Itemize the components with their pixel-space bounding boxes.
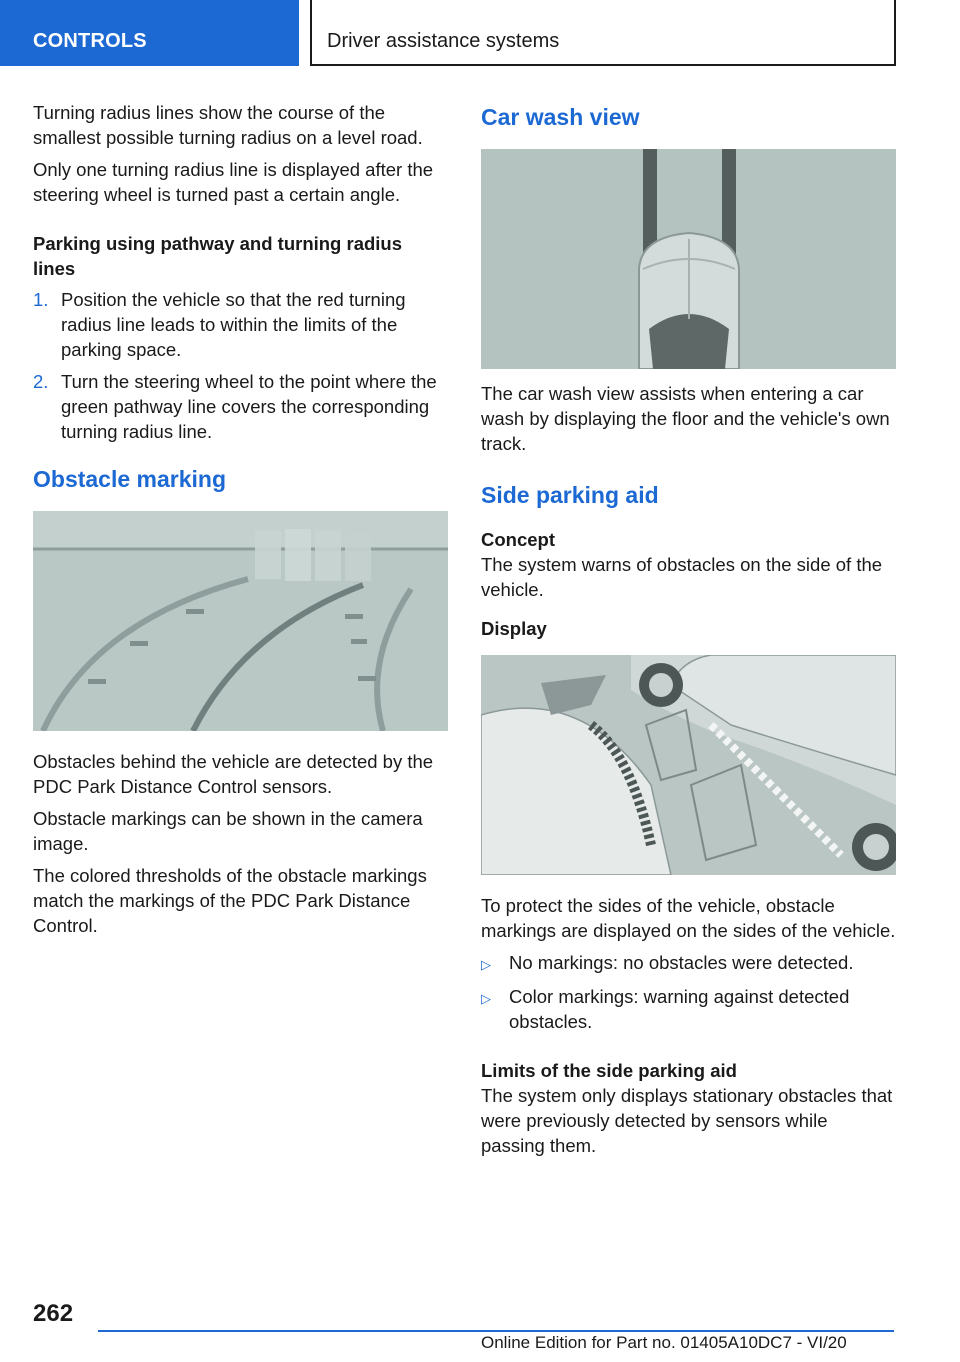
subheading: Parking using pathway and turning radius lines [33,233,403,279]
paragraph: Turning radius lines show the course of the smallest possible turning radius on a level road. [33,102,423,148]
paragraph: Obstacles behind the vehicle are detected by the PDC Park Distance Control sensors. [33,751,434,797]
step-text: Turn the steering wheel to the point where the green pathway line covers the corresponding turning radius line. [61,371,437,442]
bullet-list [481,950,896,1034]
list-item [481,950,896,977]
triangle-bullet-icon: ▷ [481,991,491,1006]
subheading: Limits of the side parking aid [481,1060,737,1081]
paragraph: The car wash view assists when entering a car wash by displaying the floor and the vehicle's own track. [481,383,890,454]
section-heading: Car wash view [481,104,640,130]
right-column [481,100,896,1165]
side-parking-display-image [481,655,896,875]
paragraph: To protect the sides of the vehicle, obstacle markings are displayed on the sides of the vehicle. [481,895,896,941]
page-header [0,0,960,66]
paragraph: Only one turning radius line is displayed after the steering wheel is turned past a certain angle. [33,159,434,205]
paragraph: Obstacle markings can be shown in the camera image. [33,808,423,854]
paragraph: The colored thresholds of the obstacle markings match the markings of the PDC Park Distance Control. [33,865,427,936]
subheading: Display [481,618,547,639]
step-number: 1. [33,289,49,310]
bullet-text: Color markings: warning against detected obstacles. [509,986,850,1032]
steps-list [33,287,448,444]
paragraph: The system only displays stationary obstacles that were previously detected by sensors while passing them. [481,1085,893,1156]
list-item [481,984,896,1034]
subheading: Concept [481,529,555,550]
paragraph: The system warns of obstacles on the side of the vehicle. [481,554,883,600]
page-number: 262 [33,1300,74,1327]
step-text: Position the vehicle so that the red turning radius line leads to within the limits of the parking space. [61,289,406,360]
bullet-text: No markings: no obstacles were detected. [509,952,854,973]
list-item [33,369,448,444]
section-title: Driver assistance systems [310,0,896,66]
edition-note: Online Edition for Part no. 01405A10DC7 - VI/20 [481,1333,847,1352]
step-number: 2. [33,371,49,392]
left-column [33,100,448,945]
list-item [33,287,448,362]
section-heading: Obstacle marking [33,466,227,492]
chapter-tab: CONTROLS [0,0,299,66]
triangle-bullet-icon: ▷ [481,957,491,972]
obstacle-marking-image [33,511,448,731]
footer-divider [98,1330,894,1332]
car-wash-view-image [481,149,896,369]
section-heading: Side parking aid [481,482,659,508]
